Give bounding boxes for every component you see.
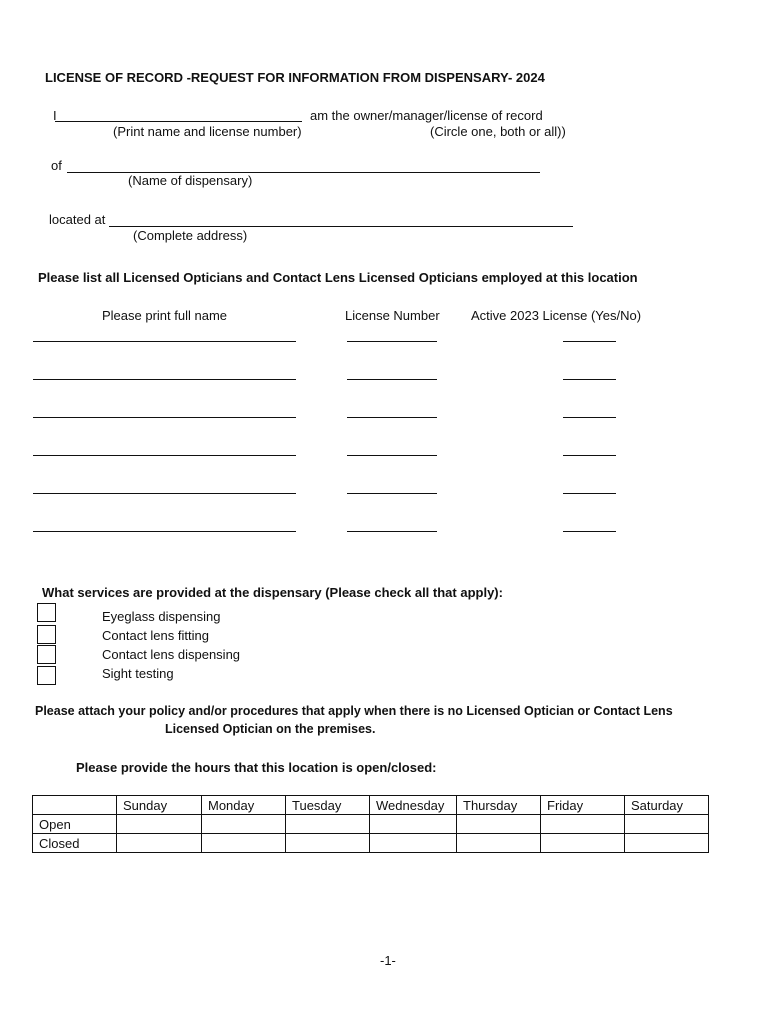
hours-cell[interactable] (286, 834, 370, 853)
page-number: -1- (380, 953, 396, 968)
hours-cell[interactable] (625, 834, 709, 853)
hours-open-row (33, 815, 709, 834)
hours-heading: Please provide the hours that this location is open/closed: (76, 760, 437, 775)
dispensary-hint: (Name of dispensary) (128, 173, 253, 188)
address-prefix: located at (49, 212, 106, 227)
day-header-tuesday: Tuesday (286, 796, 370, 815)
hours-cell[interactable] (625, 815, 709, 834)
owner-prefix: I (53, 108, 57, 123)
page-title: LICENSE OF RECORD -REQUEST FOR INFORMATION FROM DISPENSARY- 2024 (45, 70, 545, 85)
hours-closed-row (33, 834, 709, 853)
policy-note-line2: Licensed Optician on the premises. (165, 722, 376, 736)
optician-name-field[interactable] (33, 531, 296, 532)
hours-cell[interactable] (370, 834, 457, 853)
address-field[interactable] (109, 226, 573, 227)
hours-cell[interactable] (541, 834, 625, 853)
optician-active-field[interactable] (563, 493, 616, 494)
service-label-lens-dispensing: Contact lens dispensing (102, 647, 241, 662)
optician-license-field[interactable] (347, 417, 437, 418)
day-header-wednesday: Wednesday (370, 796, 457, 815)
service-label-sight-testing: Sight testing (102, 666, 174, 681)
optician-license-field[interactable] (347, 341, 437, 342)
owner-role-text: am the owner/manager/license of record (310, 108, 543, 123)
optician-name-field[interactable] (33, 341, 296, 342)
dispensary-prefix: of (51, 158, 62, 173)
opticians-heading: Please list all Licensed Opticians and Contact Lens Licensed Opticians employed at this location (38, 270, 638, 285)
day-header-saturday: Saturday (625, 796, 709, 815)
owner-role-hint: (Circle one, both or all)) (430, 124, 566, 139)
owner-name-hint: (Print name and license number) (113, 124, 302, 139)
hours-cell[interactable] (117, 834, 202, 853)
optician-active-field[interactable] (563, 379, 616, 380)
optician-active-field[interactable] (563, 341, 616, 342)
hours-corner-cell (33, 796, 117, 815)
row-label-closed: Closed (33, 834, 117, 853)
col-header-active: Active 2023 License (Yes/No) (471, 308, 642, 323)
address-hint: (Complete address) (133, 228, 248, 243)
optician-name-field[interactable] (33, 493, 296, 494)
day-header-sunday: Sunday (117, 796, 202, 815)
optician-active-field[interactable] (563, 455, 616, 456)
hours-cell[interactable] (370, 815, 457, 834)
hours-cell[interactable] (541, 815, 625, 834)
optician-active-field[interactable] (563, 531, 616, 532)
row-label-open: Open (33, 815, 117, 834)
service-checkbox-eyeglass[interactable] (37, 603, 56, 622)
day-header-thursday: Thursday (457, 796, 541, 815)
hours-cell[interactable] (457, 834, 541, 853)
optician-name-field[interactable] (33, 455, 296, 456)
col-header-license: License Number (345, 308, 440, 323)
owner-name-field[interactable] (55, 121, 302, 122)
optician-license-field[interactable] (347, 455, 437, 456)
hours-cell[interactable] (202, 815, 286, 834)
optician-active-field[interactable] (563, 417, 616, 418)
services-heading: What services are provided at the dispensary (Please check all that apply): (42, 585, 503, 600)
optician-license-field[interactable] (347, 379, 437, 380)
optician-license-field[interactable] (347, 531, 437, 532)
hours-table (32, 795, 709, 853)
policy-note-line1: Please attach your policy and/or procedures that apply when there is no Licensed Optician or Contact Lens (35, 704, 673, 718)
day-header-monday: Monday (202, 796, 286, 815)
hours-cell[interactable] (457, 815, 541, 834)
service-label-eyeglass: Eyeglass dispensing (102, 609, 221, 624)
hours-cell[interactable] (202, 834, 286, 853)
day-header-friday: Friday (541, 796, 625, 815)
service-checkbox-sight-testing[interactable] (37, 666, 56, 685)
hours-header-row (33, 796, 709, 815)
service-label-lens-fitting: Contact lens fitting (102, 628, 209, 643)
optician-license-field[interactable] (347, 493, 437, 494)
service-checkbox-lens-dispensing[interactable] (37, 645, 56, 664)
optician-name-field[interactable] (33, 417, 296, 418)
col-header-name: Please print full name (102, 308, 228, 323)
service-checkbox-lens-fitting[interactable] (37, 625, 56, 644)
optician-name-field[interactable] (33, 379, 296, 380)
hours-cell[interactable] (286, 815, 370, 834)
hours-cell[interactable] (117, 815, 202, 834)
